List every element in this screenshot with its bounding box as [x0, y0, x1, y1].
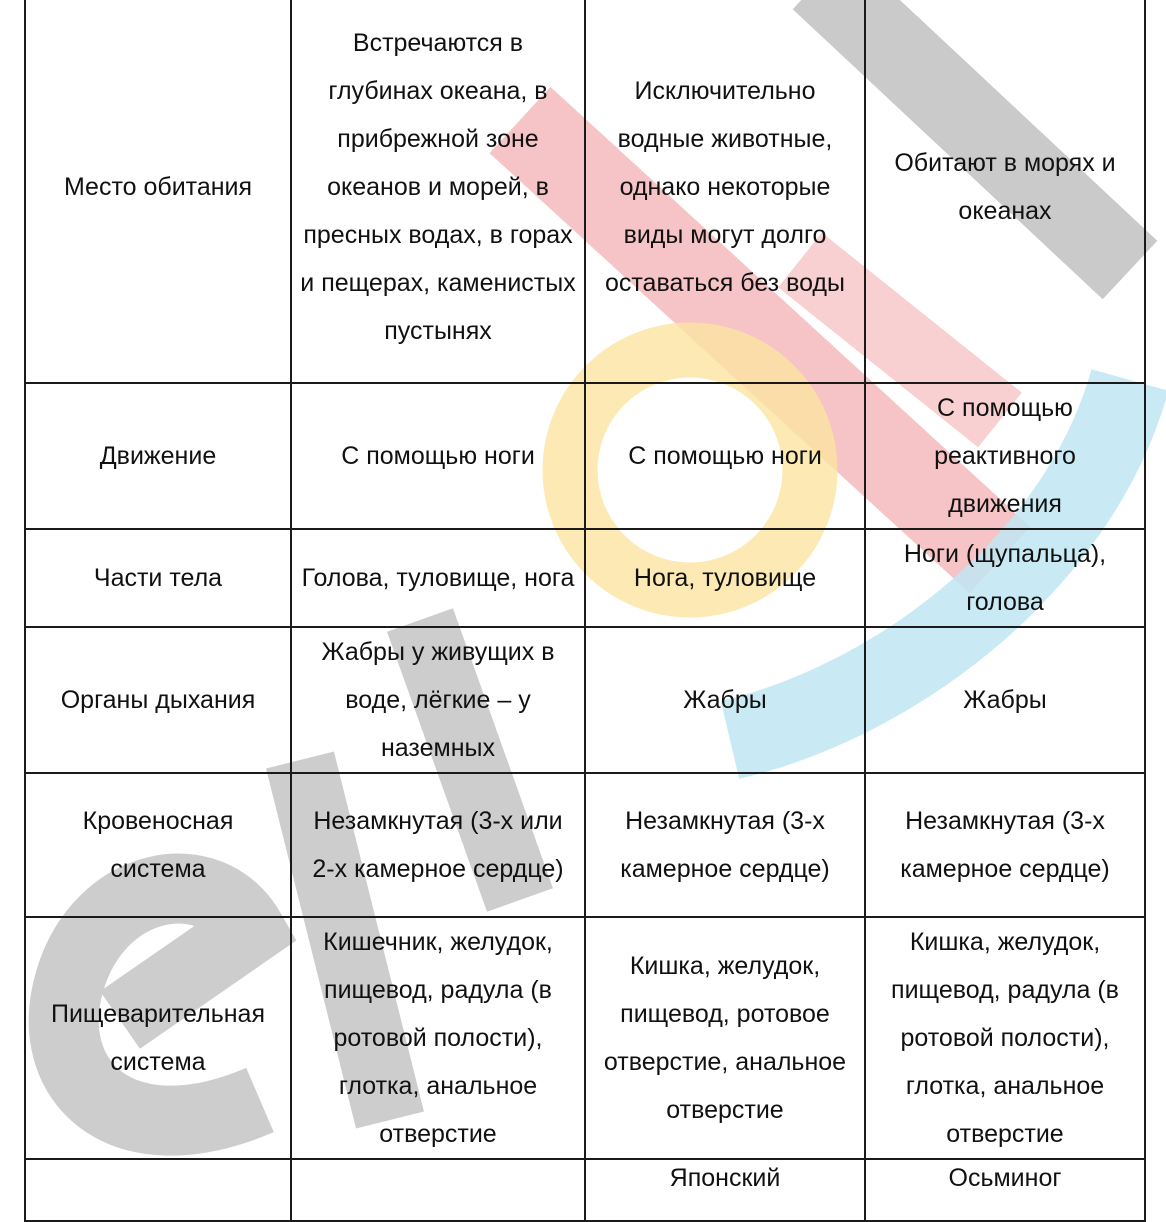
table-cell: Ноги (щупальца), голова — [865, 529, 1145, 627]
cut-off-text: Осьминог — [948, 1164, 1062, 1192]
table-cell: Жабры — [865, 627, 1145, 773]
table-row — [25, 383, 1145, 529]
table-cell: Обитают в морях и океанах — [865, 0, 1145, 383]
row-label: Части тела — [25, 529, 291, 627]
table-cell: Кишечник, желудок, пищевод, радула (в ротовой полости), глотка, анальное отверстие — [291, 917, 585, 1159]
table-cell — [291, 1159, 585, 1221]
comparison-table-container — [24, 0, 1144, 1222]
comparison-table — [24, 0, 1146, 1222]
table-cell: Жабры у живущих в воде, лёгкие – у наземных — [291, 627, 585, 773]
row-label: Пищеварительная система — [25, 917, 291, 1159]
table-cell: Незамкнутая (3-х камерное сердце) — [865, 773, 1145, 917]
table-cell: Голова, туловище, нога — [291, 529, 585, 627]
row-label: Место обитания — [25, 0, 291, 383]
cut-off-text: Японский — [669, 1164, 781, 1192]
row-label: Органы дыхания — [25, 627, 291, 773]
table-cell: С помощью реактивного движения — [865, 383, 1145, 529]
table-cell: Встречаются в глубинах океана, в прибрежной зоне океанов и морей, в пресных водах, в горах и пещерах, каменистых пустынях — [291, 0, 585, 383]
table-cell — [865, 1159, 1145, 1221]
row-label: Движение — [25, 383, 291, 529]
table-cell: Незамкнутая (3-х или 2-х камерное сердце) — [291, 773, 585, 917]
table-cell: С помощью ноги — [291, 383, 585, 529]
table-row — [25, 773, 1145, 917]
table-cell: Кишка, желудок, пищевод, радула (в ротовой полости), глотка, анальное отверстие — [865, 917, 1145, 1159]
table-row — [25, 627, 1145, 773]
table-cell: Исключительно водные животные, однако некоторые виды могут долго оставаться без воды — [585, 0, 865, 383]
table-row-partial — [25, 1159, 1145, 1221]
row-label: Кровеносная система — [25, 773, 291, 917]
table-cell — [585, 1159, 865, 1221]
table-row — [25, 917, 1145, 1159]
table-cell: Жабры — [585, 627, 865, 773]
table-row — [25, 0, 1145, 383]
table-cell: Кишка, желудок, пищевод, ротовое отверстие, анальное отверстие — [585, 917, 865, 1159]
table-cell: Нога, туловище — [585, 529, 865, 627]
table-cell: Незамкнутая (3-х камерное сердце) — [585, 773, 865, 917]
table-cell: С помощью ноги — [585, 383, 865, 529]
row-label — [25, 1159, 291, 1221]
table-row — [25, 529, 1145, 627]
